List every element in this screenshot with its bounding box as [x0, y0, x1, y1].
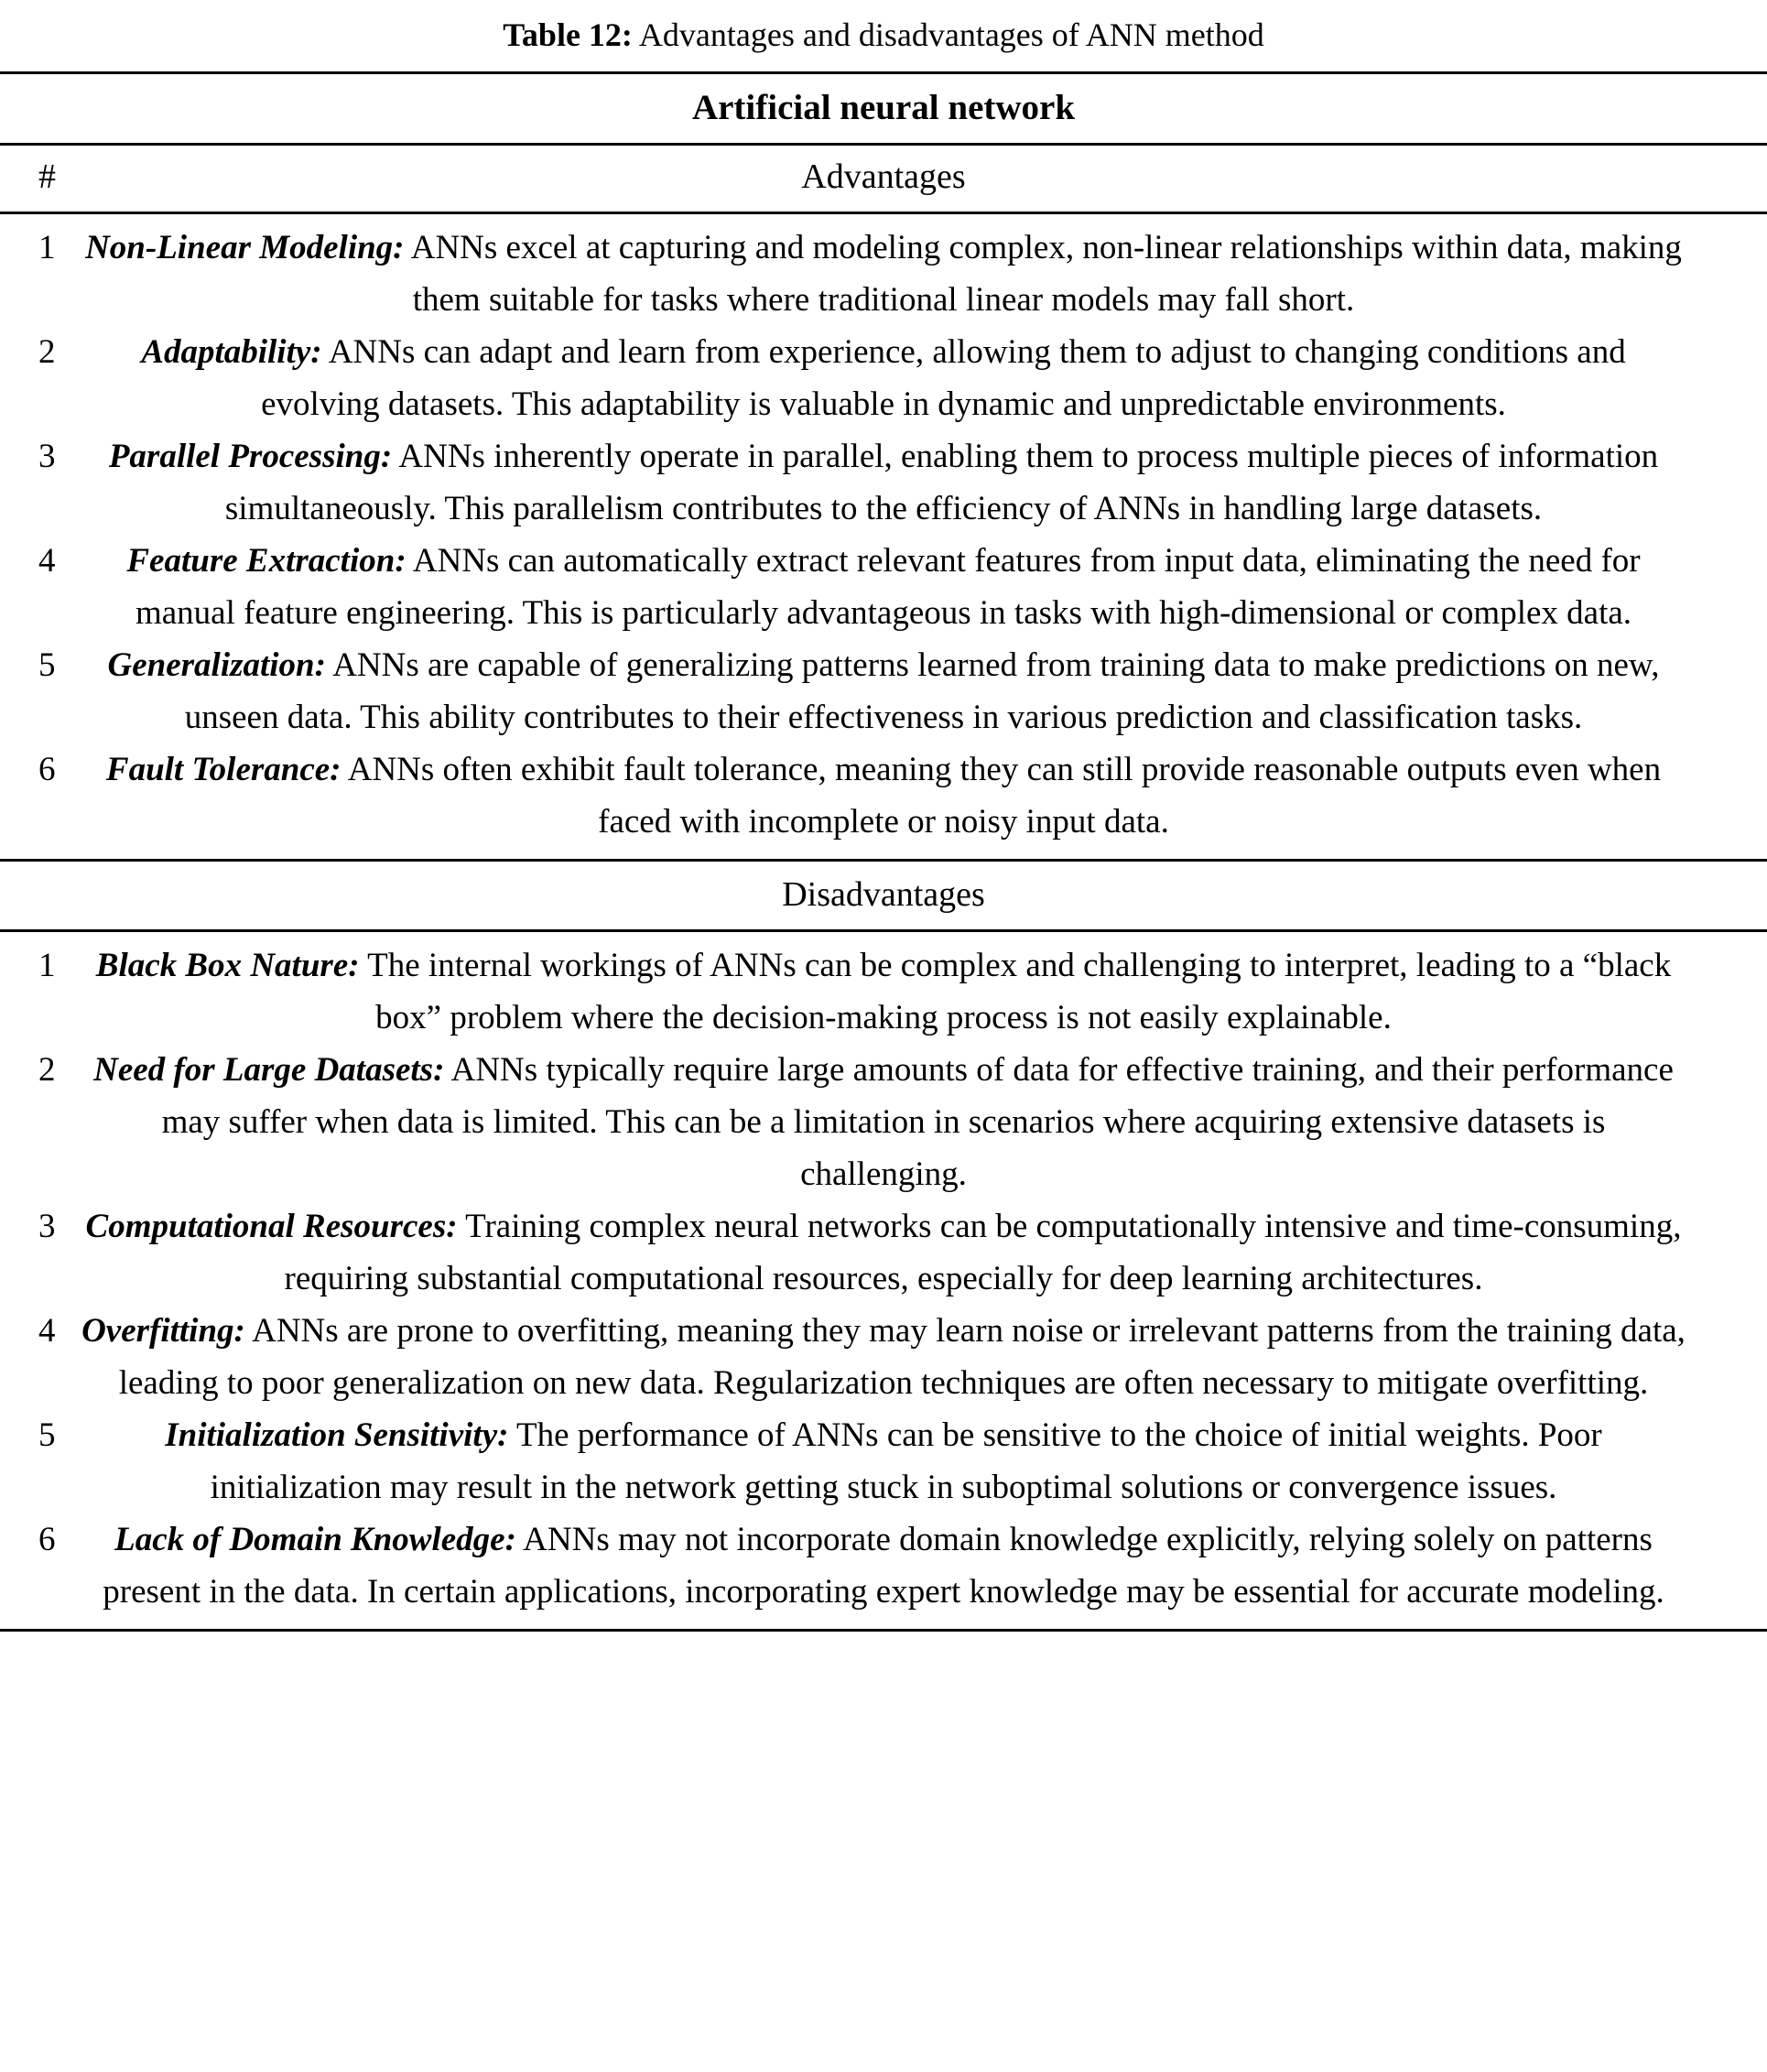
row-description: ANNs inherently operate in parallel, enabling them to process multiple pieces of information simultaneously. This parallelism contributes to the efficiency of ANNs in handling large datasets.	[224, 438, 1659, 527]
table-row	[0, 222, 1767, 326]
table-row	[0, 430, 1767, 535]
row-number: 4	[38, 1312, 56, 1350]
table-caption	[37, 13, 1730, 57]
row-text	[0, 1513, 1767, 1618]
row-text	[0, 1305, 1767, 1409]
row-number: 2	[38, 333, 56, 371]
row-description: The performance of ANNs can be sensitive to the choice of initial weights. Poor initialization may result in the network getting stuck in suboptimal solutions or convergence issues.	[210, 1416, 1602, 1506]
row-text	[0, 743, 1767, 848]
row-text	[0, 1200, 1767, 1305]
row-term: Black Box Nature:	[95, 947, 360, 984]
row-number: 3	[38, 438, 56, 475]
row-number: 6	[38, 751, 56, 788]
row-number: 3	[38, 1208, 56, 1245]
table-row	[0, 1305, 1767, 1409]
row-term: Feature Extraction:	[126, 542, 407, 580]
row-number: 5	[38, 1416, 56, 1454]
row-number: 2	[38, 1051, 56, 1089]
table-row	[0, 326, 1767, 430]
row-term: Initialization Sensitivity:	[165, 1416, 509, 1454]
row-number: 1	[38, 229, 56, 266]
table-row	[0, 939, 1767, 1044]
row-term: Need for Large Datasets:	[93, 1051, 445, 1089]
row-description: ANNs can automatically extract relevant features from input data, eliminating the need for manual feature engineering. This is particularly advantageous in tasks with high-dimensional or complex data.	[135, 542, 1641, 632]
row-term: Non-Linear Modeling:	[85, 229, 405, 266]
row-term: Parallel Processing:	[108, 438, 393, 475]
table-row	[0, 1513, 1767, 1618]
table-row	[0, 1044, 1767, 1200]
column-header-row	[0, 146, 1767, 212]
table-row	[0, 1409, 1767, 1513]
table-row	[0, 743, 1767, 848]
table-row	[0, 1200, 1767, 1305]
caption-text: Advantages and disadvantages of ANN method	[632, 16, 1264, 53]
row-text	[0, 430, 1767, 535]
row-description: ANNs may not incorporate domain knowledge explicitly, relying solely on patterns present in the data. In certain applications, incorporating expert knowledge may be essential for accurate modeling.	[103, 1521, 1664, 1611]
row-description: ANNs are capable of generalizing patterns learned from training data to make predictions on new, unseen data. This ability contributes to their effectiveness in various prediction and classification tasks.	[184, 646, 1660, 736]
disadvantages-rows	[0, 932, 1767, 1629]
hash-column-header: #	[38, 157, 56, 196]
row-number: 6	[38, 1521, 56, 1558]
row-text	[0, 535, 1767, 639]
row-number: 4	[38, 542, 56, 580]
row-term: Adaptability:	[141, 333, 322, 371]
advantages-rows	[0, 214, 1767, 859]
row-description: The internal workings of ANNs can be complex and challenging to interpret, leading to a “black box” problem where the decision-making process is not easily explainable.	[367, 947, 1672, 1036]
row-text	[0, 326, 1767, 430]
row-description: ANNs often exhibit fault tolerance, meaning they can still provide reasonable outputs even when faced with incomplete or noisy input data.	[347, 751, 1662, 841]
row-text	[0, 639, 1767, 743]
row-number: 1	[38, 947, 56, 984]
table-row	[0, 639, 1767, 743]
row-text	[0, 1044, 1767, 1200]
row-term: Computational Resources:	[85, 1208, 458, 1245]
row-description: Training complex neural networks can be computationally intensive and time-consuming, requiring substantial computational resources, especially for deep learning architectures.	[284, 1208, 1682, 1297]
row-text	[0, 222, 1767, 326]
row-description: ANNs are prone to overfitting, meaning they may learn noise or irrelevant patterns from the training data, leading to poor generalization on new data. Regularization techniques are often necessary to mitigate overfitting.	[118, 1312, 1686, 1402]
divider	[0, 1629, 1767, 1632]
row-text	[0, 939, 1767, 1044]
row-number: 5	[38, 646, 56, 684]
row-description: ANNs excel at capturing and modeling complex, non-linear relationships within data, making them suitable for tasks where traditional linear models may fall short.	[410, 229, 1682, 319]
row-term: Fault Tolerance:	[105, 751, 341, 788]
table-row	[0, 535, 1767, 639]
advantages-header: Advantages	[801, 157, 966, 196]
row-term: Lack of Domain Knowledge:	[114, 1521, 516, 1558]
row-term: Generalization:	[107, 646, 326, 684]
table-title: Artificial neural network	[691, 88, 1076, 127]
row-text	[0, 1409, 1767, 1513]
caption-label: Table 12:	[503, 16, 633, 53]
row-term: Overfitting:	[81, 1312, 245, 1350]
row-description: ANNs can adapt and learn from experience, allowing them to adjust to changing conditions and evolving datasets. This adaptability is valuable in dynamic and unpredictable environments.	[261, 333, 1626, 423]
disadvantages-header: Disadvantages	[782, 875, 985, 914]
row-description: ANNs typically require large amounts of data for effective training, and their performance may suffer when data is limited. This can be a limitation in scenarios where acquiring extensive datasets is challenging.	[161, 1051, 1674, 1193]
